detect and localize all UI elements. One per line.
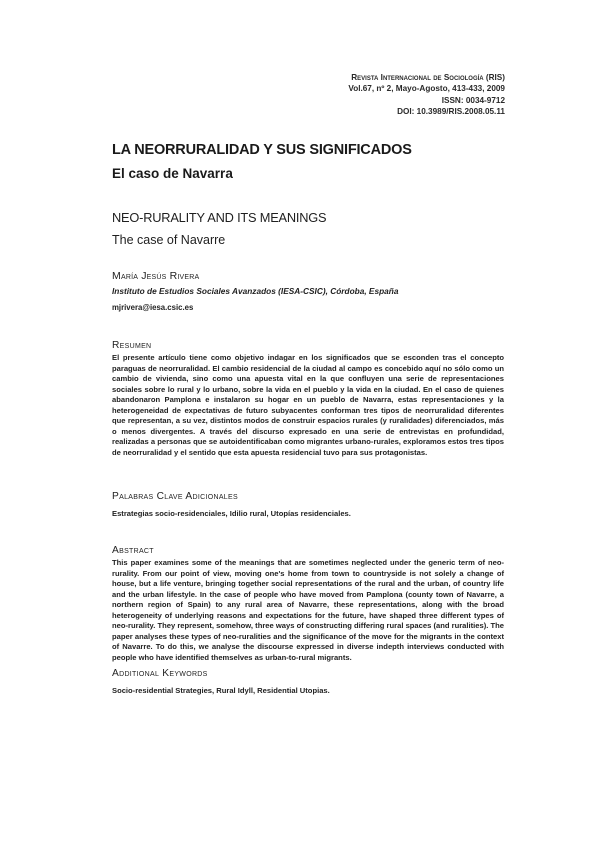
abstract-paragraph: This paper examines some of the meanings that are sometimes neglected under the generic term of neo-rurality. From our point of view, moving one's home from town to countryside is not solely a change of house, but a life venture, bringing together social representations of the rural and the urban, of country life and the urban lifestyle. In the case of people who have moved from Pamplona (county town of Navarre, a northern region of Spain) to any rural area of Navarre, these representations, along with the broad heterogeneity of underlying reasons and expectations for the future, have shaped three different types of neo-rurality. They represent, somehow, three ways of constructing differing rural spaces (and ruralities). The paper analyses these types of neo-ruralities and the significance of the move for the migrants in the context of Navarre. To do this, we analyse the discourse expressed in diverse indepth interviews conducted with people who have identified themselves as urban-to-rural migrants.: [112, 558, 504, 662]
journal-issue: Vol.67, nº 2, Mayo-Agosto, 413-433, 2009: [348, 84, 505, 94]
keywords-paragraph: Socio-residential Strategies, Rural Idyll, Residential Utopias.: [112, 686, 330, 695]
author-email[interactable]: mjrivera@iesa.csic.es: [112, 303, 194, 312]
subtitle-spanish: El caso de Navarra: [112, 166, 233, 181]
palabras-clave-paragraph: Estrategias socio-residenciales, Idilio rural, Utopías residenciales.: [112, 509, 351, 518]
resumen-text: [112, 353, 504, 458]
abstract-text: [112, 558, 504, 663]
keywords-text: [112, 686, 504, 697]
author-affiliation: Instituto de Estudios Sociales Avanzados (IESA-CSIC), Córdoba, España: [112, 286, 399, 296]
palabras-clave-text: [112, 509, 504, 520]
abstract-heading: Abstract: [112, 545, 154, 556]
resumen-heading: Resumen: [112, 340, 152, 351]
resumen-paragraph: El presente artículo tiene como objetivo indagar en los significados que se esconden tras el concepto paraguas de neorruralidad. El cambio residencial de la ciudad al campo es concebido aquí no sólo como un cambio de vivienda, sino como una apuesta vital en la que confluyen una serie de representaciones sociales sobre lo rural y lo urbano, sobre la vida en el pueblo y la vida en la ciudad. En el caso de quienes abandonaron Pamplona e instalaron su hogar en un pueblo de Navarra, estas representaciones y la heterogeneidad de expectativas de futuro subyacentes conforman tres tipos de neorruralidad diferentes que representan, a su vez, distintos modos de construir espacios rurales (y ruralidades) diferenciados, más o menos divergentes. A través del discurso expresado en una serie de entrevistas en profundidad, realizadas a personas que se autoidentificaban como migrantes urbano-rurales, exploramos estos tres tipos de neorruralidad y el sentido que esta apuesta residencial tuvo para sus protagonistas.: [112, 353, 504, 457]
author-name: María Jesús Rivera: [112, 270, 200, 282]
journal-name: Revista Internacional de Sociología (RIS): [351, 73, 505, 82]
journal-doi: DOI: 10.3989/RIS.2008.05.11: [397, 107, 505, 117]
subtitle-english: The case of Navarre: [112, 233, 226, 247]
keywords-heading: Additional Keywords: [112, 668, 208, 679]
palabras-clave-heading: Palabras Clave Adicionales: [112, 491, 238, 502]
title-english: NEO-RURALITY AND ITS MEANINGS: [112, 210, 327, 225]
journal-header: [348, 72, 505, 118]
journal-issn: ISSN: 0034-9712: [441, 95, 505, 105]
title-spanish: LA NEORRURALIDAD Y SUS SIGNIFICADOS: [112, 142, 412, 158]
